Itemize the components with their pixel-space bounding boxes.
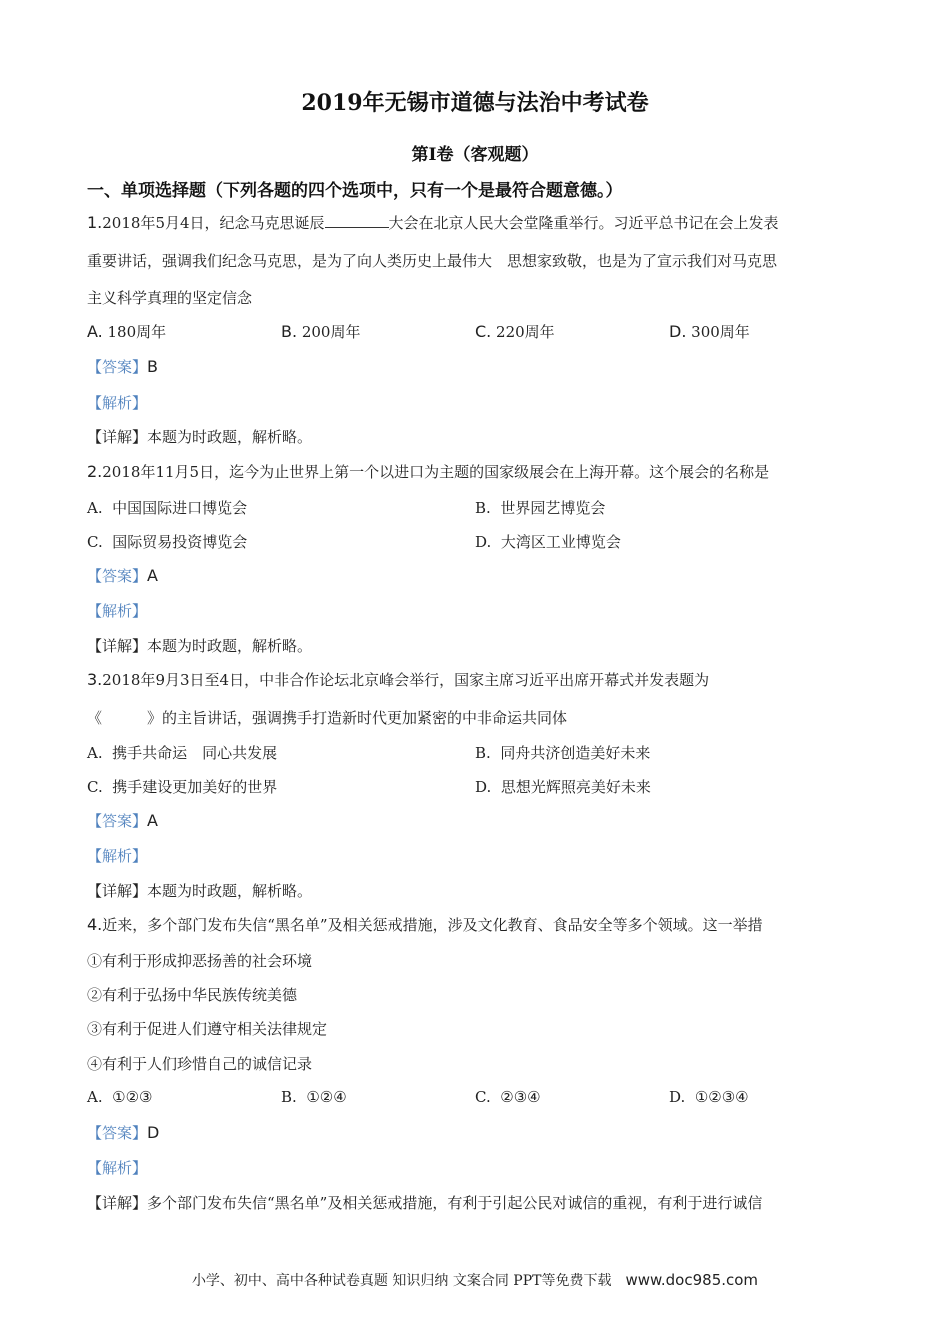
answer-value: A — [147, 811, 158, 830]
option-c — [87, 776, 277, 797]
section-heading: 一、单项选择题（下列各题的四个选项中，只有一个是最符合题意德。） — [87, 181, 623, 201]
statement-1: ①有利于形成抑恶扬善的社会环境 — [87, 952, 313, 970]
option-letter: A. — [87, 744, 103, 762]
footer-text: 小学、初中、高中各种试卷真题 知识归纳 文案合同 PPT等免费下载 — [191, 1273, 612, 1289]
option-a — [87, 497, 247, 518]
detail-text: 本题为时政题，解析略。 — [147, 882, 313, 900]
answer-line — [87, 565, 158, 586]
question-2-line-1 — [87, 461, 769, 482]
option-text: 国际贸易投资博览会 — [112, 533, 248, 551]
answer-label: 【答案】 — [87, 358, 148, 376]
option-c — [475, 1088, 541, 1106]
answer-value: A — [147, 566, 158, 585]
detail-text: 本题为时政题，解析略。 — [147, 637, 313, 655]
question-number: 3. — [87, 670, 103, 689]
option-text: ①②③ — [112, 1088, 153, 1106]
option-letter: C. — [87, 778, 103, 796]
answer-line — [87, 1122, 159, 1143]
option-b — [281, 1088, 347, 1106]
question-text: 2018年9月3日至4日，中非合作论坛北京峰会举行，国家主席习近平出席开幕式并发表题为 — [102, 671, 710, 689]
option-c — [87, 531, 247, 552]
option-letter: A. — [87, 1088, 103, 1106]
answer-line — [87, 356, 158, 377]
option-c — [475, 321, 555, 342]
answer-label: 【答案】 — [87, 812, 148, 830]
option-b — [281, 321, 360, 342]
answer-blank — [325, 213, 389, 228]
option-a — [87, 321, 166, 342]
option-d — [669, 321, 750, 342]
footer-url[interactable]: www.doc985.com — [625, 1271, 759, 1289]
option-a — [87, 1088, 153, 1106]
answer-value: B — [147, 357, 158, 376]
analysis-label: 【解析】 — [87, 394, 148, 412]
question-text: 2018年5月4日，纪念马克思诞辰 — [102, 214, 325, 232]
option-d — [475, 531, 621, 552]
option-letter: B. — [281, 1088, 297, 1106]
option-text: 思想光辉照亮美好未来 — [500, 778, 651, 796]
option-d — [669, 1088, 749, 1106]
analysis-label: 【解析】 — [87, 1159, 148, 1177]
option-text: 携手建设更加美好的世界 — [112, 778, 278, 796]
answer-value: D — [147, 1123, 160, 1142]
question-1-line-3: 主义科学真理的坚定信念 — [87, 289, 253, 307]
detail-label: 【详解】 — [87, 428, 148, 446]
detail-line — [87, 1192, 762, 1213]
detail-label: 【详解】 — [87, 1194, 148, 1212]
option-text: ②③④ — [500, 1088, 541, 1106]
detail-line — [87, 635, 312, 656]
answer-label: 【答案】 — [87, 567, 148, 585]
detail-text: 多个部门发布失信“黑名单”及相关惩戒措施，有利于引起公民对诚信的重视，有利于进行诚信 — [147, 1194, 763, 1212]
question-4-line-1 — [87, 914, 763, 935]
option-text: 300周年 — [686, 323, 750, 341]
option-text: 携手共命运 同心共发展 — [112, 744, 278, 762]
answer-label: 【答案】 — [87, 1124, 148, 1142]
option-letter: A. — [87, 322, 103, 341]
option-text: 同舟共济创造美好未来 — [500, 744, 651, 762]
option-text: ①②④ — [306, 1088, 347, 1106]
option-text: 180周年 — [102, 323, 167, 341]
question-number: 4. — [87, 915, 103, 934]
question-text: 大会在北京人民大会堂隆重举行。习近平总书记在会上发表 — [388, 214, 779, 232]
option-letter: C. — [87, 533, 103, 551]
detail-text: 本题为时政题，解析略。 — [147, 428, 313, 446]
option-letter: B. — [281, 322, 298, 341]
answer-line — [87, 810, 158, 831]
question-text: 2018年11月5日，迄今为止世界上第一个以进口为主题的国家级展会在上海开幕。这个展会的名称是 — [102, 463, 770, 481]
option-b — [475, 742, 650, 763]
detail-line — [87, 880, 312, 901]
option-text: 中国国际进口博览会 — [112, 499, 248, 517]
statement-3: ③有利于促进人们遵守相关法律规定 — [87, 1020, 328, 1038]
page-title: 2019年无锡市道德与法治中考试卷 — [301, 90, 649, 116]
question-text: 近来，多个部门发布失信“黑名单”及相关惩戒措施，涉及文化教育、食品安全等多个领域。这一举措 — [102, 916, 763, 934]
question-3-line-1 — [87, 669, 709, 690]
analysis-label: 【解析】 — [87, 847, 148, 865]
option-text: 200周年 — [297, 323, 361, 341]
option-text: 世界园艺博览会 — [500, 499, 606, 517]
statement-2: ②有利于弘扬中华民族传统美德 — [87, 986, 298, 1004]
option-b — [475, 497, 605, 518]
page-footer — [0, 1270, 950, 1290]
option-letter: B. — [475, 744, 491, 762]
option-text: 220周年 — [491, 323, 555, 341]
question-1-line-2: 重要讲话，强调我们纪念马克思，是为了向人类历史上最伟大 思想家致敬，也是为了宣示我们对马克思 — [87, 252, 778, 270]
question-number: 1. — [87, 213, 103, 232]
question-1-line-1 — [87, 212, 779, 233]
detail-label: 【详解】 — [87, 882, 148, 900]
option-letter: D. — [669, 322, 687, 341]
option-letter: D. — [669, 1088, 686, 1106]
option-letter: B. — [475, 499, 491, 517]
option-text: ①②③④ — [694, 1088, 749, 1106]
question-number: 2. — [87, 462, 103, 481]
option-letter: C. — [475, 322, 492, 341]
statement-4: ④有利于人们珍惜自己的诚信记录 — [87, 1055, 313, 1073]
detail-label: 【详解】 — [87, 637, 148, 655]
option-letter: C. — [475, 1088, 491, 1106]
detail-line — [87, 426, 312, 447]
option-a — [87, 742, 277, 763]
volume-subtitle: 第Ⅰ卷（客观题） — [411, 145, 539, 165]
option-letter: D. — [475, 778, 492, 796]
question-3-line-2: 《 》的主旨讲话，强调携手打造新时代更加紧密的中非命运共同体 — [87, 709, 568, 727]
option-text: 大湾区工业博览会 — [500, 533, 621, 551]
option-d — [475, 776, 651, 797]
analysis-label: 【解析】 — [87, 602, 148, 620]
option-letter: A. — [87, 499, 103, 517]
option-letter: D. — [475, 533, 492, 551]
